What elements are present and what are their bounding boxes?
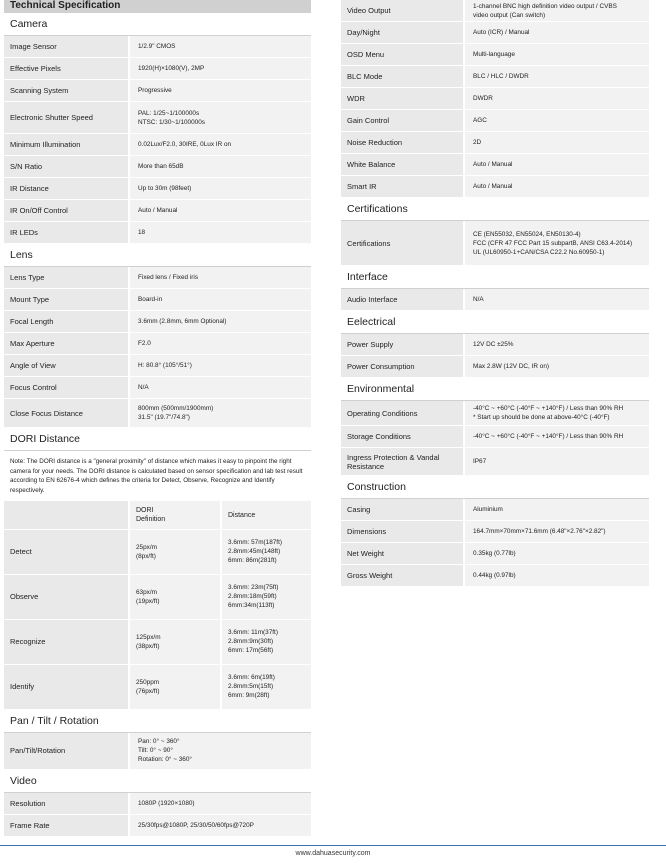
spec-label: Gain Control — [341, 110, 463, 131]
spec-value: DWDR — [465, 88, 649, 109]
spec-row-close-focus-distance — [4, 399, 311, 428]
spec-row-gain-control — [341, 110, 649, 132]
spec-label: IR LEDs — [4, 222, 128, 243]
spec-row-osd-menu — [341, 44, 649, 66]
spec-value: AGC — [465, 110, 649, 131]
spec-row-day-night — [341, 22, 649, 44]
left-spec-sections — [4, 13, 311, 428]
spec-value: 1-channel BNC high definition video output / CVBS video output (Can switch) — [465, 0, 649, 21]
spec-label: Power Supply — [341, 334, 463, 355]
section-heading-camera: Camera — [4, 13, 311, 36]
spec-row-mount-type — [4, 289, 311, 311]
spec-value: 0.44kg (0.97lb) — [465, 565, 649, 586]
section-heading-pan-tilt-rotation: Pan / Tilt / Rotation — [4, 710, 311, 733]
spec-value: 2D — [465, 132, 649, 153]
spec-value: 1/2.9" CMOS — [130, 36, 311, 57]
spec-label: Certifications — [341, 221, 463, 265]
spec-label: Noise Reduction — [341, 132, 463, 153]
spec-row-resolution — [4, 793, 311, 815]
spec-label: Smart IR — [341, 176, 463, 197]
dori-row-recognize — [4, 619, 311, 664]
spec-label: Lens Type — [4, 267, 128, 288]
spec-value: 12V DC ±25% — [465, 334, 649, 355]
dori-cell-def: 25px/m (8px/ft) — [129, 529, 221, 574]
dori-header-cell: Distance — [221, 501, 311, 529]
spec-value: Max 2.8W (12V DC, IR on) — [465, 356, 649, 377]
spec-value: Auto / Manual — [465, 176, 649, 197]
spec-value: Auto / Manual — [465, 154, 649, 175]
dori-note: Note: The DORI distance is a "general proximity" of distance which makes it easy to pinpoint the right camera for your needs. The DORI distance is calculated based on sensor specification and lab test result according to EN 62676-4 which defines the criteria for Detect, Observe, Recognize and Identify respectively. — [4, 451, 311, 501]
spec-label: Power Consumption — [341, 356, 463, 377]
spec-row-electronic-shutter-speed — [4, 102, 311, 134]
spec-label: Electronic Shutter Speed — [4, 102, 128, 133]
spec-label: Max Aperture — [4, 333, 128, 354]
spec-label: IR On/Off Control — [4, 200, 128, 221]
spec-label: Casing — [341, 499, 463, 520]
spec-label: White Balance — [341, 154, 463, 175]
spec-label: BLC Mode — [341, 66, 463, 87]
spec-row-net-weight — [341, 543, 649, 565]
spec-value: More than 65dB — [130, 156, 311, 177]
right-column — [341, 0, 649, 587]
spec-row-focus-control — [4, 377, 311, 399]
spec-label: WDR — [341, 88, 463, 109]
dori-header-row — [4, 501, 311, 529]
section-heading-certifications: Certifications — [341, 198, 649, 221]
spec-row-lens-type — [4, 267, 311, 289]
spec-label: Audio Interface — [341, 289, 463, 310]
spec-label: Net Weight — [341, 543, 463, 564]
spec-value: Pan: 0° ~ 360° Tilt: 0° ~ 90° Rotation: 0° ~ 360° — [130, 733, 311, 769]
spec-value: 18 — [130, 222, 311, 243]
spec-row-angle-of-view — [4, 355, 311, 377]
section-heading-environmental: Environmental — [341, 378, 649, 401]
spec-row-s-n-ratio — [4, 156, 311, 178]
spec-value: PAL: 1/25~1/100000s NTSC: 1/30~1/100000s — [130, 102, 311, 133]
right-spec-sections — [341, 0, 649, 587]
section-heading-dori: DORI Distance — [4, 428, 311, 451]
footer-url: www.dahuasecurity.com — [295, 850, 371, 857]
spec-row-noise-reduction — [341, 132, 649, 154]
dori-cell-dist: 3.6mm: 57m(187ft) 2.8mm:45m(148ft) 6mm: 86m(281ft) — [221, 529, 311, 574]
spec-value: CE (EN55032, EN55024, EN50130-4) FCC (CFR 47 FCC Part 15 subpartB, ANSI C63.4-2014) UL (UL60950-1+CAN/CSA C22.2 No.60950-1) — [465, 221, 649, 265]
spec-value: Multi-language — [465, 44, 649, 65]
spec-label: Video Output — [341, 0, 463, 21]
spec-row-blc-mode — [341, 66, 649, 88]
spec-row-casing — [341, 499, 649, 521]
page-title: Technical Specification — [4, 0, 311, 13]
section-heading-video: Video — [4, 770, 311, 793]
spec-value: Aluminium — [465, 499, 649, 520]
spec-value: 164.7mm×70mm×71.6mm (6.48"×2.76"×2.82") — [465, 521, 649, 542]
spec-value: F2.0 — [130, 333, 311, 354]
dori-cell-dist: 3.6mm: 23m(75ft) 2.8mm:18m(59ft) 6mm:34m(113ft) — [221, 574, 311, 619]
spec-row-operating-conditions — [341, 401, 649, 426]
section-heading-eelectrical: Eelectrical — [341, 311, 649, 334]
section-heading-lens: Lens — [4, 244, 311, 267]
spec-row-effective-pixels — [4, 58, 311, 80]
spec-row-pan-tilt-rotation — [4, 733, 311, 770]
spec-row-image-sensor — [4, 36, 311, 58]
spec-row-power-supply — [341, 334, 649, 356]
spec-value: -40°C ~ +60°C (-40°F ~ +140°F) / Less than 90% RH — [465, 426, 649, 447]
spec-label: Minimum Illumination — [4, 134, 128, 155]
spec-value: 0.35kg (0.77lb) — [465, 543, 649, 564]
spec-label: Storage Conditions — [341, 426, 463, 447]
spec-label: Resolution — [4, 793, 128, 814]
spec-row-ingress-protection-vandal-resistance — [341, 448, 649, 476]
section-heading-construction: Construction — [341, 476, 649, 499]
spec-value: 0.02Lux/F2.0, 30IRE, 0Lux IR on — [130, 134, 311, 155]
spec-value: N/A — [465, 289, 649, 310]
dori-row-identify — [4, 664, 311, 709]
spec-label: Operating Conditions — [341, 401, 463, 425]
spec-label: Focal Length — [4, 311, 128, 332]
spec-row-gross-weight — [341, 565, 649, 587]
dori-header-cell: DORI Definition — [129, 501, 221, 529]
spec-value: Auto (ICR) / Manual — [465, 22, 649, 43]
spec-value: 3.6mm (2.8mm, 6mm Optional) — [130, 311, 311, 332]
dori-cell-k: Recognize — [4, 619, 129, 664]
spec-value: Board-in — [130, 289, 311, 310]
spec-row-white-balance — [341, 154, 649, 176]
dori-cell-k: Observe — [4, 574, 129, 619]
spec-value: IP67 — [465, 448, 649, 475]
spec-value: H: 80.8° (105°/51°) — [130, 355, 311, 376]
spec-label: Focus Control — [4, 377, 128, 398]
spec-row-minimum-illumination — [4, 134, 311, 156]
spec-value: Auto / Manual — [130, 200, 311, 221]
spec-row-power-consumption — [341, 356, 649, 378]
spec-label: Frame Rate — [4, 815, 128, 836]
spec-label: IR Distance — [4, 178, 128, 199]
spec-row-scanning-system — [4, 80, 311, 102]
spec-row-ir-distance — [4, 178, 311, 200]
section-heading-interface: Interface — [341, 266, 649, 289]
spec-label: Mount Type — [4, 289, 128, 310]
spec-label: Gross Weight — [341, 565, 463, 586]
spec-row-ir-on-off-control — [4, 200, 311, 222]
spec-value: -40°C ~ +60°C (-40°F ~ +140°F) / Less than 90% RH * Start up should be done at above-40°C (-40°F) — [465, 401, 649, 425]
footer-divider — [0, 845, 666, 846]
spec-label: Pan/Tilt/Rotation — [4, 733, 128, 769]
spec-row-smart-ir — [341, 176, 649, 198]
left-column — [4, 0, 311, 837]
dori-cell-def: 63px/m (19px/ft) — [129, 574, 221, 619]
spec-label: Ingress Protection & Vandal Resistance — [341, 448, 463, 475]
spec-label: Dimensions — [341, 521, 463, 542]
spec-row-wdr — [341, 88, 649, 110]
spec-label: Angle of View — [4, 355, 128, 376]
dori-header-cell — [4, 501, 129, 529]
spec-label: Effective Pixels — [4, 58, 128, 79]
spec-label: Scanning System — [4, 80, 128, 101]
dori-cell-def: 250ppm (76px/ft) — [129, 664, 221, 709]
spec-row-video-output — [341, 0, 649, 22]
dori-cell-k: Detect — [4, 529, 129, 574]
spec-row-dimensions — [341, 521, 649, 543]
spec-value: 1080P (1920×1080) — [130, 793, 311, 814]
spec-label: Close Focus Distance — [4, 399, 128, 427]
spec-value: Up to 30m (98feet) — [130, 178, 311, 199]
spec-value: 800mm (500mm/1900mm) 31.5" (19.7"/74.8") — [130, 399, 311, 427]
spec-row-audio-interface — [341, 289, 649, 311]
dori-row-observe — [4, 574, 311, 619]
spec-row-ir-leds — [4, 222, 311, 244]
spec-label: Image Sensor — [4, 36, 128, 57]
spec-row-certifications — [341, 221, 649, 266]
spec-label: OSD Menu — [341, 44, 463, 65]
dori-cell-k: Identify — [4, 664, 129, 709]
spec-value: BLC / HLC / DWDR — [465, 66, 649, 87]
spec-value: Progressive — [130, 80, 311, 101]
dori-table — [4, 501, 311, 710]
spec-value: N/A — [130, 377, 311, 398]
spec-label: S/N Ratio — [4, 156, 128, 177]
spec-label: Day/Night — [341, 22, 463, 43]
spec-value: 25/30fps@1080P, 25/30/50/60fps@720P — [130, 815, 311, 836]
spec-value: Fixed lens / Fixed iris — [130, 267, 311, 288]
spec-value: 1920(H)×1080(V), 2MP — [130, 58, 311, 79]
spec-row-storage-conditions — [341, 426, 649, 448]
dori-cell-dist: 3.6mm: 6m(19ft) 2.8mm:5m(15ft) 6mm: 9m(28ft) — [221, 664, 311, 709]
dori-cell-dist: 3.6mm: 11m(37ft) 2.8mm:9m(30ft) 6mm: 17m(56ft) — [221, 619, 311, 664]
dori-row-detect — [4, 529, 311, 574]
spec-row-frame-rate — [4, 815, 311, 837]
spec-row-focal-length — [4, 311, 311, 333]
left-spec-sections-2 — [4, 710, 311, 837]
dori-cell-def: 125px/m (38px/ft) — [129, 619, 221, 664]
spec-row-max-aperture — [4, 333, 311, 355]
